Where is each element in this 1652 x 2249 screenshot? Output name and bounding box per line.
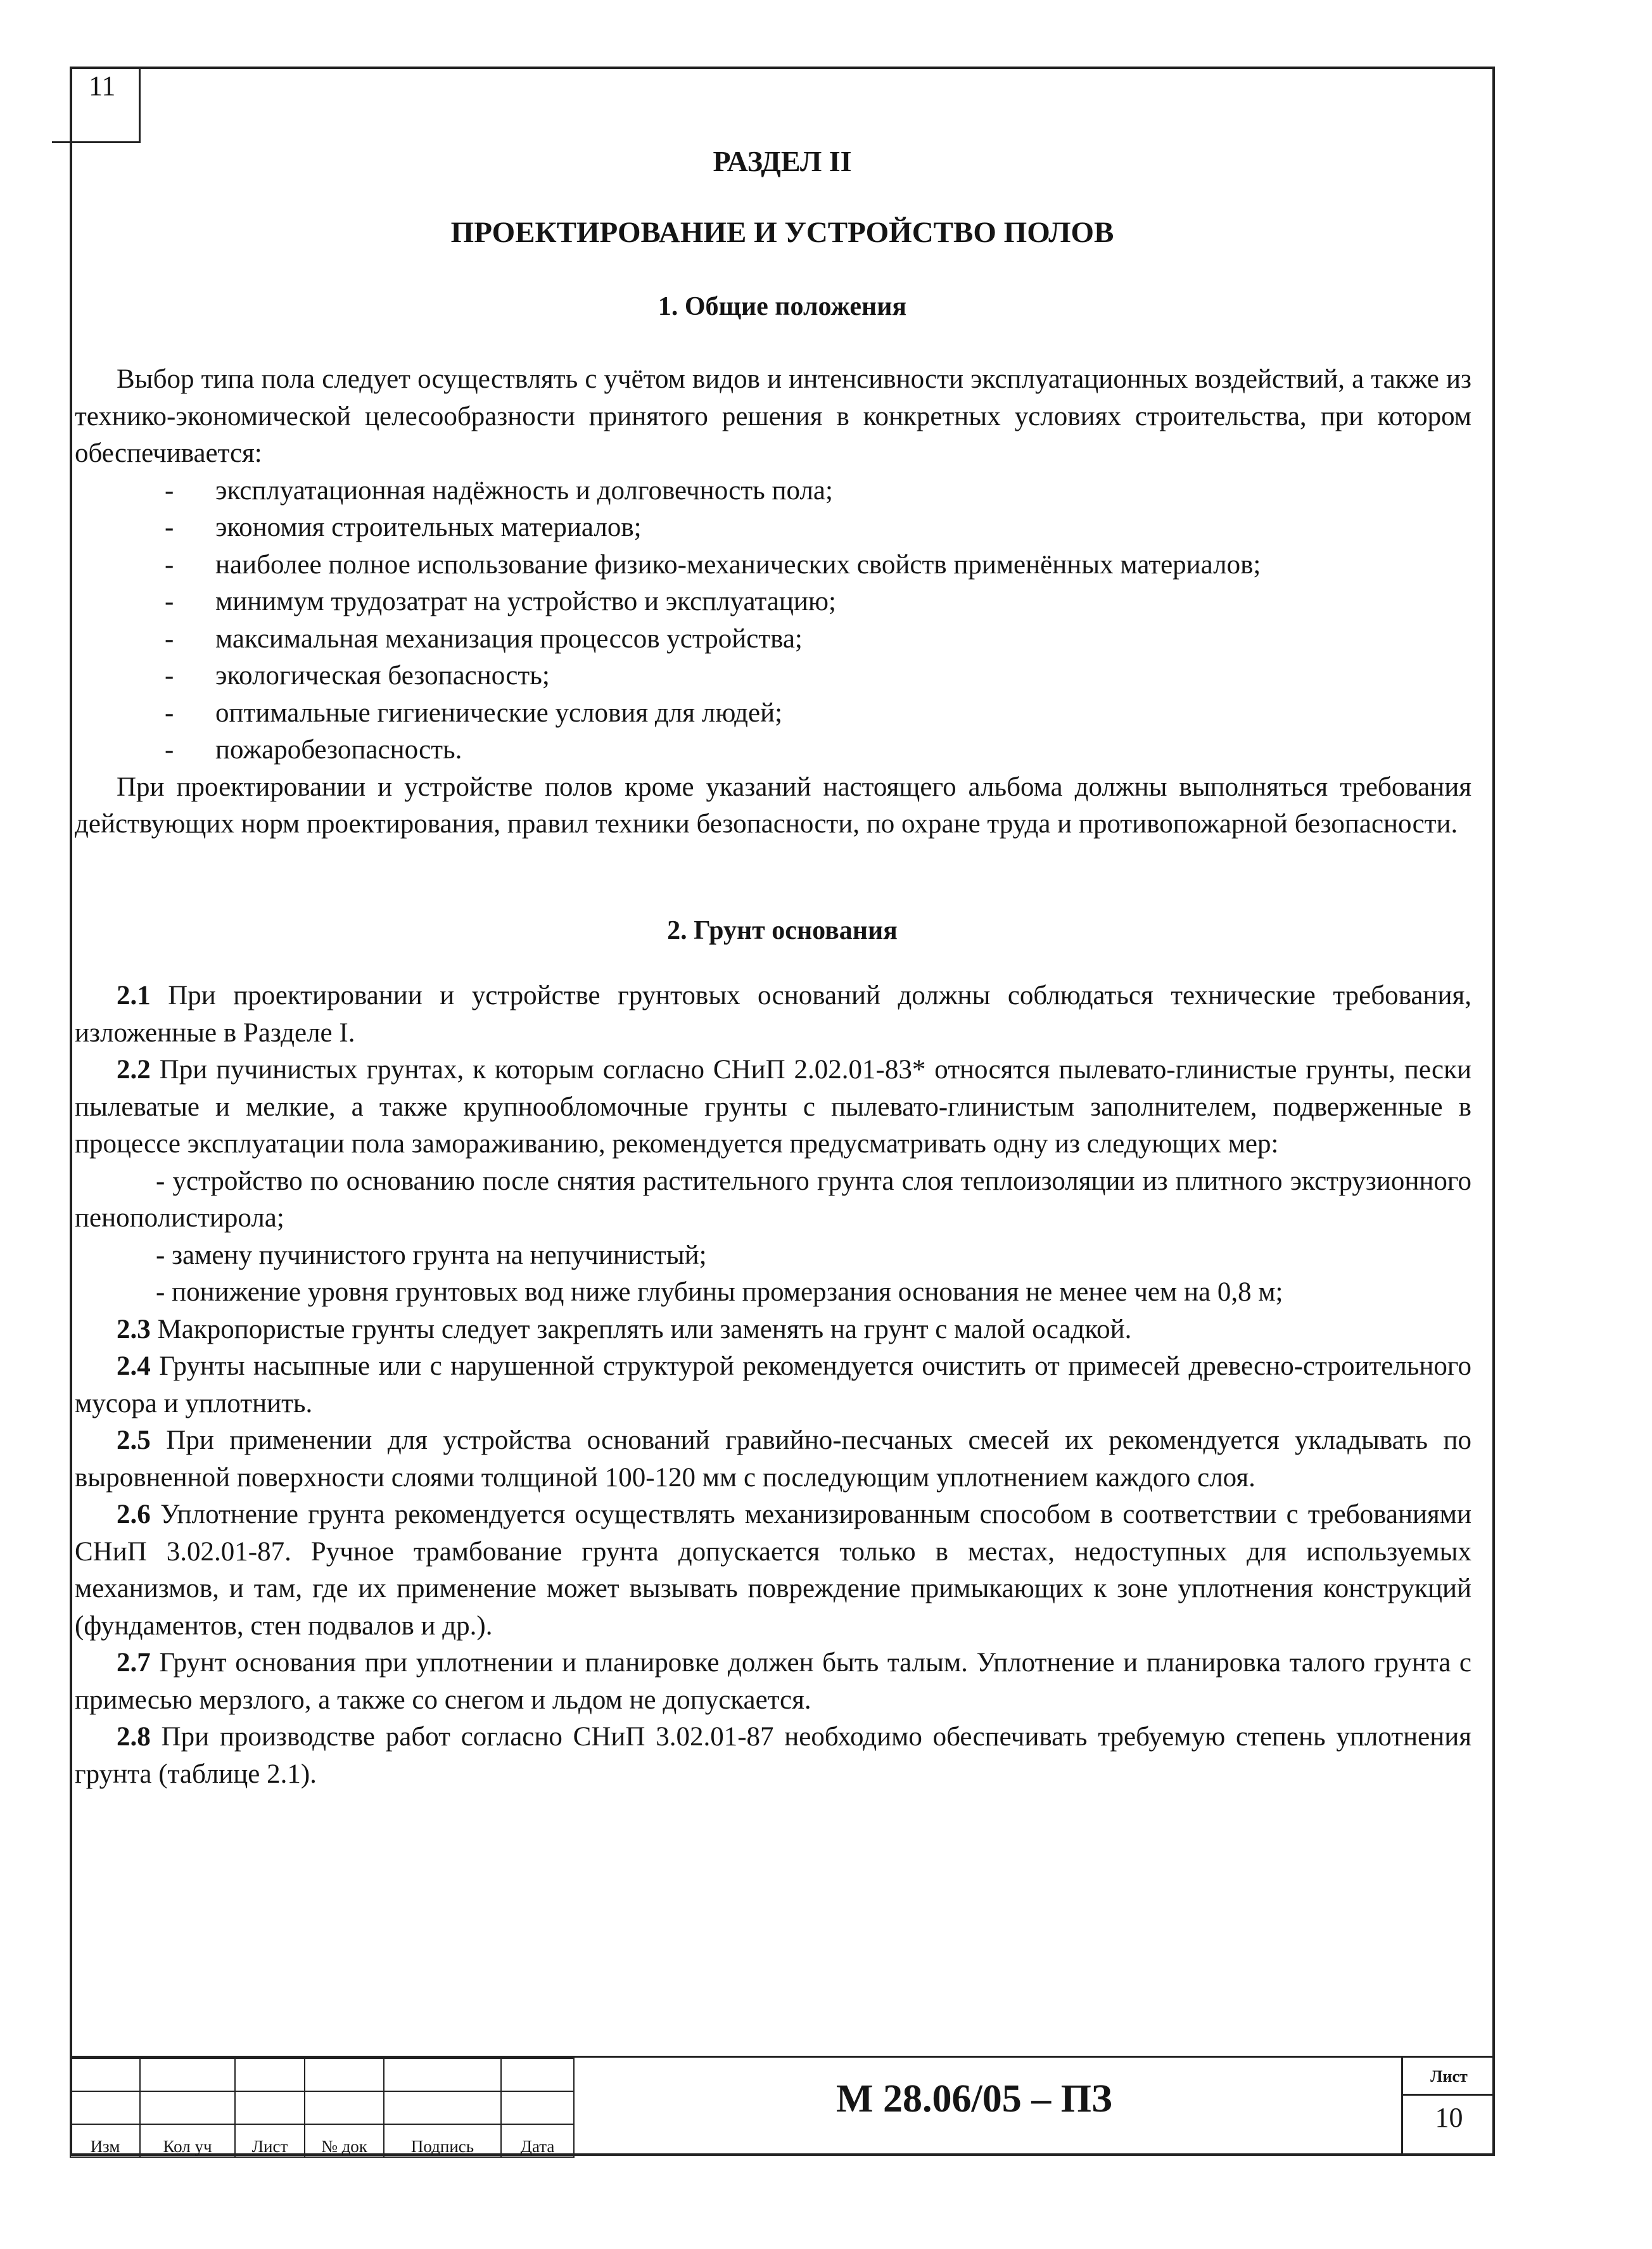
paragraph-2-2: 2.2 При пучинистых грунтах, к которым согласно СНиП 2.02.01-83* относятся пылевато-глинистые грунты, пески пылеватые и мелкие, а также крупнообломочные грунты с пылевато-глинистым заполнителем, подверженные в процессе эксплуатации пола замораживанию, рекомендуется предусматривать одну из следующих мер: [75,1055,1471,1159]
section-label: РАЗДЕЛ II [713,145,852,177]
paragraph-2-6: 2.6 Уплотнение грунта рекомендуется осуществлять механизированным способом в соответствии с требованиями СНиП 3.02.01-87. Ручное трамбование грунта допускается только в местах, недоступных для используемых механизмов, и там, где их применение может вызывать повреждение примыкающих к зоне уплотнения конструкций (фундаментов, стен подвалов и др.). [75,1500,1471,1641]
list-item: - наиболее полное использование физико-механических свойств применённых материалов; [165,549,1261,580]
column-header: Лист [235,2124,305,2157]
measure-item: - устройство по основанию после снятия растительного грунта слоя теплоизоляции из плитного экструзионного пенополистирола; [75,1166,1471,1233]
section-title: ПРОЕКТИРОВАНИЕ И УСТРОЙСТВО ПОЛОВ [450,216,1114,249]
list-item: - эксплуатационная надёжность и долговечность пола; [165,475,833,506]
list-item: - максимальная механизация процессов устройства; [165,623,803,654]
column-header: Изм [70,2124,140,2157]
list-item: - пожаробезопасность. [165,735,462,765]
title-block [70,2056,1495,2156]
closing-paragraph: При проектировании и устройстве полов кроме указаний настоящего альбома должны выполняться требования действующих норм проектирования, правил техники безопасности, по охране труда и противопожарной безопасности. [75,772,1471,839]
subsection-1-body [75,361,1471,843]
document-code: М 28.06/05 – ПЗ [836,2077,1112,2120]
column-header: Дата [501,2124,574,2157]
measure-item: - замену пучинистого грунта на непучинистый; [156,1240,707,1270]
measure-item: - понижение уровня грунтовых вод ниже глубины промерзания основания не менее чем на 0,8 м; [156,1277,1283,1307]
paragraph-2-7: 2.7 Грунт основания при уплотнении и планировке должен быть талым. Уплотнение и планировка талого грунта с примесью мерзлого, а также со снегом и льдом не допускается. [75,1648,1471,1715]
revision-grid [70,2058,575,2158]
sheet-label: Лист [1403,2058,1495,2096]
paragraph-2-1: 2.1 При проектировании и устройстве грунтовых оснований должны соблюдаться технические требования, изложенные в Разделе I. [75,981,1471,1048]
paragraph-2-8: 2.8 При производстве работ согласно СНиП 3.02.01-87 необходимо обеспечивать требуемую степень уплотнения грунта (таблице 2.1). [75,1722,1471,1789]
intro-paragraph: Выбор типа пола следует осуществлять с учётом видов и интенсивности эксплуатационных воздействий, а также из технико-экономической целесообразности принятого решения в конкретных условиях строительства, при котором обеспечивается: [75,364,1471,468]
list-item: - оптимальные гигиенические условия для людей; [165,698,783,728]
list-item: - экономия строительных материалов; [165,513,642,542]
sheet-cell [1401,2058,1495,2153]
paragraph-2-4: 2.4 Грунты насыпные или с нарушенной структурой рекомендуется очистить от примесей древесно-строительного мусора и уплотнить. [75,1351,1471,1418]
list-item: - экологическая безопасность; [165,661,550,691]
column-header: № док [305,2124,384,2157]
column-header: Подпись [384,2124,501,2157]
column-header: Кол уч [140,2124,235,2157]
paragraph-2-5: 2.5 При применении для устройства оснований гравийно-песчаных смесей их рекомендуется укладывать по выровненной поверхности слоями толщиной 100-120 мм с последующим уплотнением каждого слоя. [75,1425,1471,1493]
subsection-2-title: 2. Грунт основания [667,916,898,945]
subsection-2-body [75,978,1471,1793]
subsection-1-title: 1. Общие положения [658,292,907,321]
paragraph-2-3: 2.3 Макропористые грунты следует закреплять или заменять на грунт с малой осадкой. [117,1314,1132,1344]
sheet-number: 10 [1435,2102,1463,2133]
list-item: - минимум трудозатрат на устройство и эксплуатацию; [165,587,836,616]
corner-page-number: 11 [89,70,116,101]
